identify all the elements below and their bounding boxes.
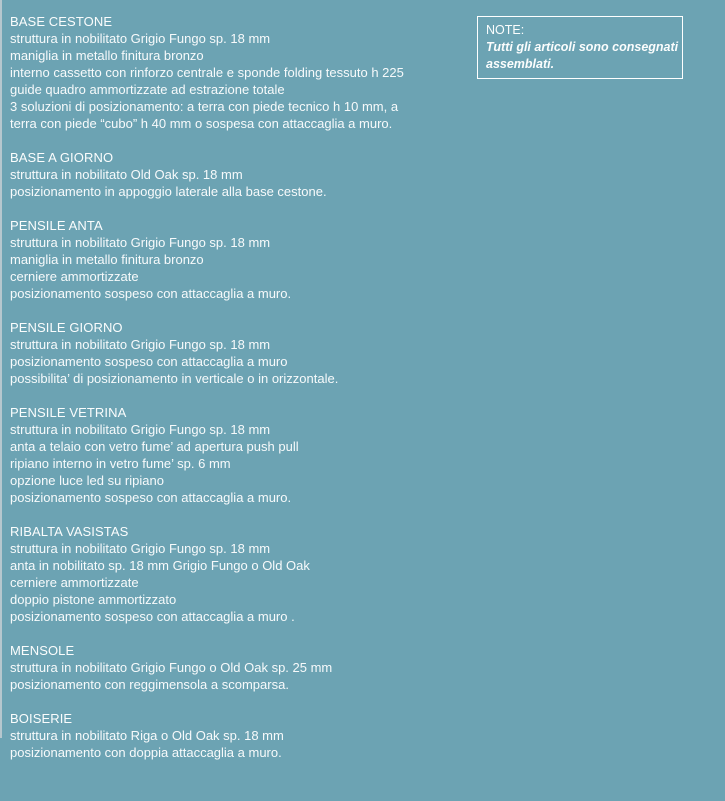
spec-line: posizionamento con doppia attaccaglia a muro. xyxy=(10,745,282,760)
spec-line: posizionamento in appoggio laterale alla base cestone. xyxy=(10,184,327,199)
spec-section xyxy=(10,710,465,761)
spec-line: interno cassetto con rinforzo centrale e sponde folding tessuto h 225 xyxy=(10,65,404,80)
section-title: MENSOLE xyxy=(10,643,75,658)
spec-line: struttura in nobilitato Old Oak sp. 18 mm xyxy=(10,167,243,182)
note-body-line: Tutti gli articoli sono consegnati xyxy=(486,40,679,54)
section-title: PENSILE VETRINA xyxy=(10,405,127,420)
section-title: RIBALTA VASISTAS xyxy=(10,524,129,539)
spec-section xyxy=(10,404,465,506)
spec-line: posizionamento sospeso con attaccaglia a muro. xyxy=(10,286,292,301)
spec-line: struttura in nobilitato Riga o Old Oak sp. 18 mm xyxy=(10,728,284,743)
spec-section xyxy=(10,149,465,200)
spec-line: maniglia in metallo finitura bronzo xyxy=(10,252,204,267)
spec-line: 3 soluzioni di posizionamento: a terra con piede tecnico h 10 mm, a xyxy=(10,99,399,114)
spec-line: posizionamento con reggimensola a scomparsa. xyxy=(10,677,289,692)
section-title: BOISERIE xyxy=(10,711,73,726)
spec-line: maniglia in metallo finitura bronzo xyxy=(10,48,204,63)
spec-line: struttura in nobilitato Grigio Fungo sp. 18 mm xyxy=(10,31,271,46)
spec-section xyxy=(10,319,465,387)
spec-line: terra con piede “cubo” h 40 mm o sospesa con attaccaglia a muro. xyxy=(10,116,393,131)
spec-sections xyxy=(10,13,465,778)
spec-line: posizionamento sospeso con attaccaglia a muro . xyxy=(10,609,295,624)
spec-line: guide quadro ammortizzate ad estrazione totale xyxy=(10,82,285,97)
spec-section xyxy=(10,13,465,132)
spec-line: struttura in nobilitato Grigio Fungo sp. 18 mm xyxy=(10,337,271,352)
note-body xyxy=(486,39,679,73)
spec-section xyxy=(10,642,465,693)
spec-line: cerniere ammortizzate xyxy=(10,575,139,590)
spec-line: cerniere ammortizzate xyxy=(10,269,139,284)
spec-line: opzione luce led su ripiano xyxy=(10,473,164,488)
spec-line: struttura in nobilitato Grigio Fungo sp. 18 mm xyxy=(10,235,271,250)
note-box xyxy=(477,16,683,79)
spec-section xyxy=(10,217,465,302)
section-title: BASE CESTONE xyxy=(10,14,113,29)
spec-line: posizionamento sospeso con attaccaglia a muro xyxy=(10,354,288,369)
spec-line: struttura in nobilitato Grigio Fungo sp. 18 mm xyxy=(10,422,271,437)
section-title: BASE A GIORNO xyxy=(10,150,114,165)
left-edge-strip xyxy=(0,0,2,738)
spec-line: ripiano interno in vetro fume’ sp. 6 mm xyxy=(10,456,231,471)
spec-line: struttura in nobilitato Grigio Fungo o Old Oak sp. 25 mm xyxy=(10,660,333,675)
spec-line: anta a telaio con vetro fume’ ad apertura push pull xyxy=(10,439,299,454)
note-body-line: assemblati. xyxy=(486,57,555,71)
spec-line: doppio pistone ammortizzato xyxy=(10,592,177,607)
spec-line: anta in nobilitato sp. 18 mm Grigio Fungo o Old Oak xyxy=(10,558,310,573)
section-title: PENSILE GIORNO xyxy=(10,320,123,335)
spec-line: possibilita’ di posizionamento in verticale o in orizzontale. xyxy=(10,371,339,386)
section-title: PENSILE ANTA xyxy=(10,218,103,233)
note-title: NOTE: xyxy=(486,23,525,37)
spec-line: posizionamento sospeso con attaccaglia a muro. xyxy=(10,490,292,505)
spec-section xyxy=(10,523,465,625)
spec-line: struttura in nobilitato Grigio Fungo sp. 18 mm xyxy=(10,541,271,556)
